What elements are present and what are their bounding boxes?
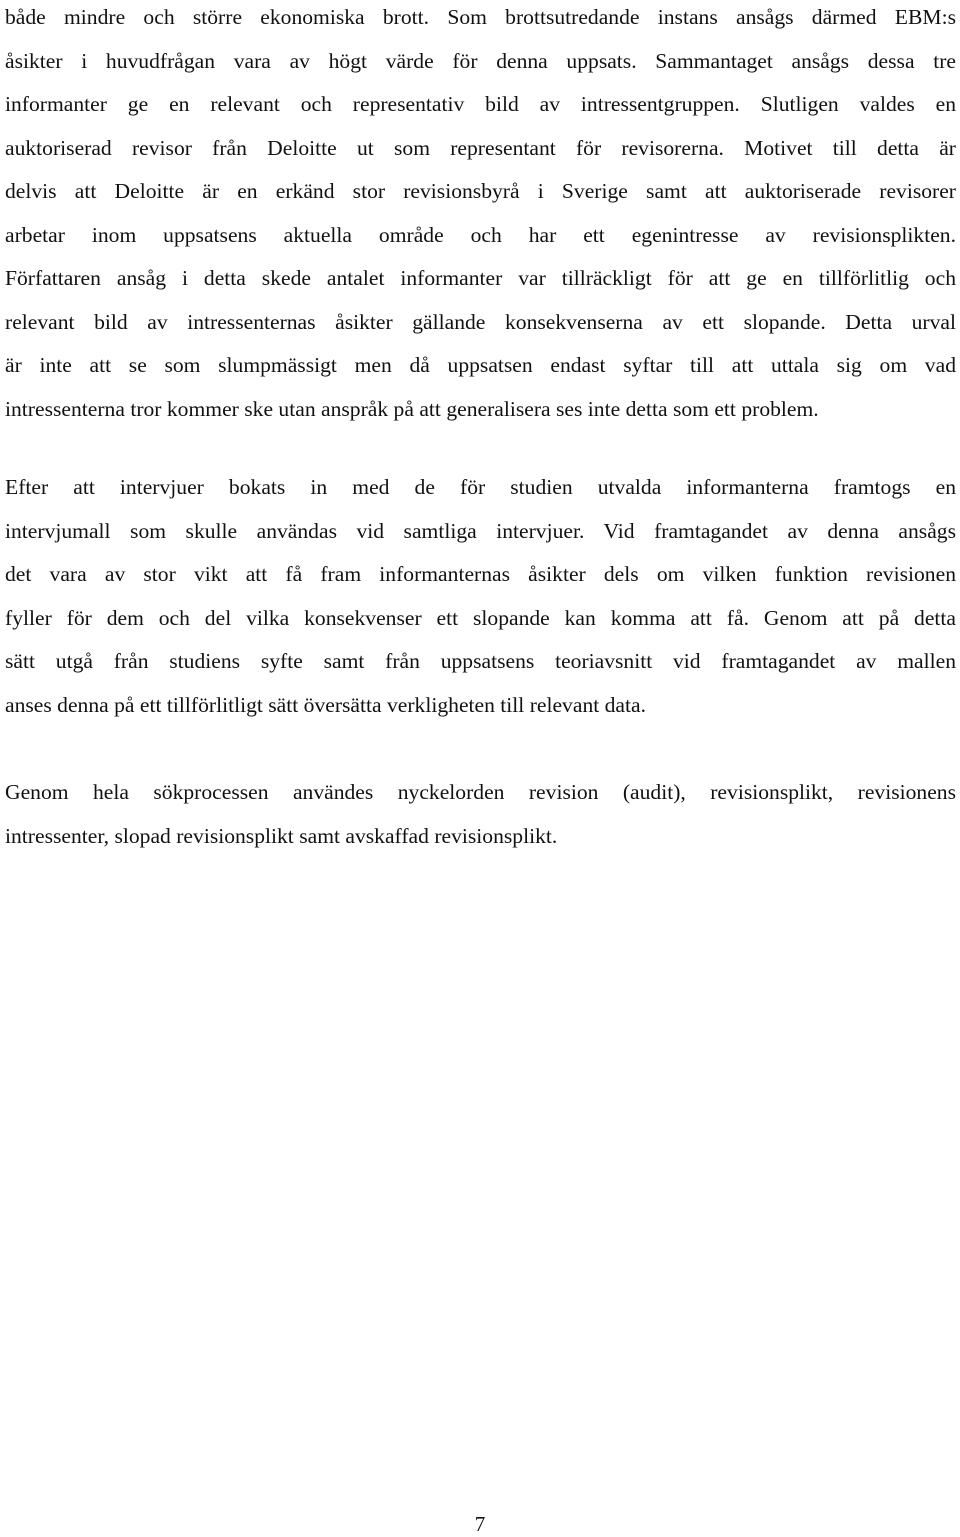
page-number: 7 bbox=[474, 1512, 486, 1536]
text-line: delvis att Deloitte är en erkänd stor revisionsbyrå i Sverige samt att auktoriserade revisorer bbox=[5, 179, 956, 203]
text-line: fyller för dem och del vilka konsekvenser ett slopande kan komma att få. Genom att på detta bbox=[5, 605, 956, 630]
paragraph-search-keywords bbox=[5, 775, 956, 862]
text-line: Genom hela sökprocessen användes nyckelorden revision (audit), revisionsplikt, revisionens bbox=[5, 780, 956, 804]
text-line: informanter ge en relevant och representativ bild av intressentgruppen. Slutligen valdes en bbox=[5, 92, 956, 116]
text-line: är inte att se som slumpmässigt men då uppsatsen endast syftar till att uttala sig om vad bbox=[5, 353, 956, 377]
paragraph-informants bbox=[5, 0, 956, 435]
text-line: intervjumall som skulle användas vid samtliga intervjuer. Vid framtagandet av denna ansågs bbox=[5, 518, 956, 543]
text-line: intressenterna tror kommer ske utan anspråk på att generalisera ses inte detta som ett problem. bbox=[5, 396, 819, 421]
text-line: intressenter, slopad revisionsplikt samt avskaffad revisionsplikt. bbox=[5, 823, 558, 848]
text-line: åsikter i huvudfrågan vara av högt värde för denna uppsats. Sammantaget ansågs dessa tre bbox=[5, 48, 956, 73]
paragraph-interview-template bbox=[5, 470, 956, 731]
text-line: relevant bild av intressenternas åsikter gällande konsekvenserna av ett slopande. Detta urval bbox=[5, 309, 956, 334]
text-line: Efter att intervjuer bokats in med de för studien utvalda informanterna framtogs en bbox=[5, 475, 956, 499]
text-line: auktoriserad revisor från Deloitte ut som representant för revisorerna. Motivet till detta är bbox=[5, 135, 956, 160]
text-line: det vara av stor vikt att få fram informanternas åsikter dels om vilken funktion revisionen bbox=[5, 562, 956, 586]
text-line: arbetar inom uppsatsens aktuella område och har ett egenintresse av revisionsplikten. bbox=[5, 222, 956, 247]
text-line: anses denna på ett tillförlitligt sätt översätta verkligheten till relevant data. bbox=[5, 692, 647, 717]
text-line: sätt utgå från studiens syfte samt från uppsatsens teoriavsnitt vid framtagandet av mallen bbox=[5, 649, 956, 673]
text-line: Författaren ansåg i detta skede antalet informanter var tillräckligt för att ge en tillförlitlig och bbox=[5, 266, 956, 290]
text-line: både mindre och större ekonomiska brott. Som brottsutredande instans ansågs därmed EBM:s bbox=[5, 5, 956, 29]
